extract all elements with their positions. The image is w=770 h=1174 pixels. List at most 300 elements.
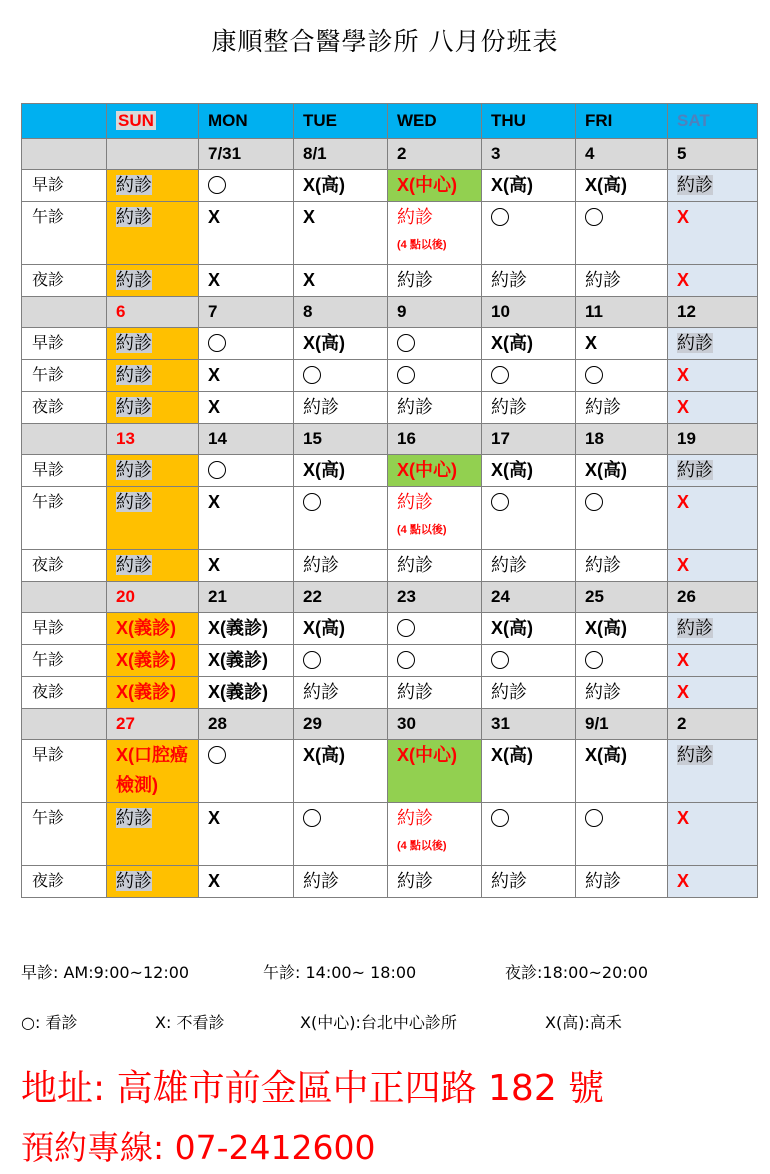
cell-value: 約診 bbox=[585, 555, 621, 575]
cell-value: X(高) bbox=[303, 618, 345, 638]
date-cell: 14 bbox=[199, 424, 294, 455]
circle-icon bbox=[303, 493, 321, 511]
date-cell: 21 bbox=[199, 582, 294, 613]
schedule-cell bbox=[576, 455, 668, 487]
schedule-cell bbox=[576, 677, 668, 709]
date-cell: 28 bbox=[199, 709, 294, 740]
schedule-cell bbox=[107, 550, 199, 582]
date-cell: 23 bbox=[388, 582, 482, 613]
schedule-cell bbox=[294, 803, 388, 866]
cell-value: X bbox=[585, 333, 598, 353]
circle-icon bbox=[397, 619, 415, 637]
slot-label: 午診 bbox=[22, 360, 107, 392]
schedule-cell bbox=[668, 455, 758, 487]
hours-afternoon: 午診: 14:00~ 18:00 bbox=[263, 963, 417, 982]
circle-icon bbox=[585, 651, 603, 669]
cell-value: 約診 bbox=[303, 682, 339, 702]
date-cell: 8 bbox=[294, 297, 388, 328]
schedule-cell bbox=[576, 613, 668, 645]
schedule-cell bbox=[199, 392, 294, 424]
schedule-cell bbox=[107, 265, 199, 297]
schedule-cell bbox=[482, 613, 576, 645]
schedule-cell bbox=[388, 550, 482, 582]
schedule-cell bbox=[576, 645, 668, 677]
cell-value: X(義診) bbox=[116, 682, 176, 702]
schedule-cell bbox=[199, 613, 294, 645]
cell-value: 約診 bbox=[116, 808, 152, 828]
schedule-cell bbox=[199, 550, 294, 582]
cell-value: X(高) bbox=[303, 460, 345, 480]
cell-value: 約診 bbox=[303, 397, 339, 417]
cell-value: X bbox=[303, 270, 316, 290]
date-cell: 19 bbox=[668, 424, 758, 455]
schedule-cell bbox=[199, 202, 294, 265]
circle-icon bbox=[491, 493, 509, 511]
date-cell: 9 bbox=[388, 297, 482, 328]
slot-label: 午診 bbox=[22, 202, 107, 265]
schedule-cell bbox=[668, 740, 758, 803]
schedule-cell bbox=[199, 455, 294, 487]
schedule-cell bbox=[107, 170, 199, 202]
cell-value: 約診 bbox=[677, 745, 713, 765]
slot-row-morning bbox=[22, 455, 758, 487]
circle-icon bbox=[491, 809, 509, 827]
schedule-cell bbox=[482, 328, 576, 360]
date-cell bbox=[22, 424, 107, 455]
slot-row-evening bbox=[22, 265, 758, 297]
schedule-cell bbox=[482, 170, 576, 202]
cell-value: 約診 bbox=[585, 397, 621, 417]
slot-label: 夜診 bbox=[22, 866, 107, 898]
schedule-cell bbox=[576, 550, 668, 582]
cell-value: 約診 bbox=[491, 270, 527, 290]
day-header-row bbox=[22, 104, 758, 139]
schedule-cell bbox=[388, 645, 482, 677]
schedule-cell bbox=[199, 328, 294, 360]
schedule-cell bbox=[482, 360, 576, 392]
cell-value: 約診 bbox=[116, 207, 152, 227]
schedule-cell bbox=[668, 170, 758, 202]
slot-label: 午診 bbox=[22, 487, 107, 550]
cell-value: 約診 bbox=[397, 555, 433, 575]
schedule-cell bbox=[482, 866, 576, 898]
date-cell bbox=[22, 139, 107, 170]
circle-icon bbox=[208, 176, 226, 194]
slot-row-morning bbox=[22, 170, 758, 202]
slot-label: 夜診 bbox=[22, 550, 107, 582]
circle-icon bbox=[303, 366, 321, 384]
date-cell: 5 bbox=[668, 139, 758, 170]
legend-x-gao: X(高):高禾 bbox=[545, 1013, 622, 1032]
date-cell: 2 bbox=[388, 139, 482, 170]
schedule-cell bbox=[388, 677, 482, 709]
cell-value: 約診 bbox=[116, 460, 152, 480]
schedule-cell bbox=[199, 360, 294, 392]
date-cell: 6 bbox=[107, 297, 199, 328]
cell-value: X bbox=[677, 492, 690, 512]
cell-value: 約診 bbox=[116, 555, 152, 575]
header-sat: SAT bbox=[668, 104, 758, 139]
schedule-cell bbox=[107, 487, 199, 550]
schedule-cell bbox=[668, 803, 758, 866]
slot-row-evening bbox=[22, 392, 758, 424]
schedule-cell bbox=[388, 360, 482, 392]
circle-icon bbox=[585, 208, 603, 226]
cell-value: X(義診) bbox=[208, 618, 268, 638]
cell-value: 約診 bbox=[116, 397, 152, 417]
cell-value: 約診 bbox=[116, 333, 152, 353]
cell-value: 約診 bbox=[397, 270, 433, 290]
schedule-cell bbox=[576, 328, 668, 360]
schedule-table bbox=[21, 103, 758, 898]
cell-value: 約診 bbox=[397, 207, 433, 227]
schedule-cell bbox=[294, 740, 388, 803]
schedule-cell bbox=[294, 645, 388, 677]
cell-value: 約診 bbox=[491, 682, 527, 702]
date-cell: 7 bbox=[199, 297, 294, 328]
schedule-cell bbox=[294, 487, 388, 550]
header-corner bbox=[22, 104, 107, 139]
date-cell: 11 bbox=[576, 297, 668, 328]
cell-value: X bbox=[208, 492, 221, 512]
schedule-cell bbox=[576, 487, 668, 550]
legend-x-center: X(中心):台北中心診所 bbox=[300, 1013, 457, 1032]
circle-icon bbox=[585, 809, 603, 827]
cell-value: X(高) bbox=[491, 460, 533, 480]
slot-label: 夜診 bbox=[22, 392, 107, 424]
schedule-cell bbox=[668, 328, 758, 360]
schedule-cell bbox=[576, 803, 668, 866]
cell-value: X bbox=[677, 207, 690, 227]
schedule-cell bbox=[107, 866, 199, 898]
circle-icon bbox=[585, 366, 603, 384]
date-row bbox=[22, 582, 758, 613]
cell-value: 約診 bbox=[677, 333, 713, 353]
date-cell: 12 bbox=[668, 297, 758, 328]
circle-icon bbox=[397, 651, 415, 669]
schedule-cell bbox=[482, 645, 576, 677]
cell-value: X(口腔癌檢測) bbox=[116, 745, 188, 795]
schedule-cell bbox=[576, 866, 668, 898]
schedule-cell bbox=[107, 202, 199, 265]
phone: 預約專線: 07-2412600 bbox=[21, 1128, 376, 1167]
schedule-cell bbox=[668, 392, 758, 424]
slot-label: 午診 bbox=[22, 803, 107, 866]
cell-value: X(高) bbox=[585, 175, 627, 195]
date-cell: 24 bbox=[482, 582, 576, 613]
legend-circle: ○: 看診 bbox=[21, 1013, 78, 1032]
schedule-cell bbox=[294, 866, 388, 898]
schedule-cell bbox=[294, 455, 388, 487]
schedule-cell bbox=[576, 170, 668, 202]
schedule-cell bbox=[107, 360, 199, 392]
circle-icon bbox=[397, 366, 415, 384]
weeks-body bbox=[22, 139, 758, 898]
cell-value: X(高) bbox=[585, 460, 627, 480]
date-cell bbox=[22, 297, 107, 328]
schedule-cell bbox=[668, 866, 758, 898]
date-cell: 10 bbox=[482, 297, 576, 328]
schedule-cell bbox=[668, 677, 758, 709]
date-cell: 31 bbox=[482, 709, 576, 740]
cell-value: X(義診) bbox=[116, 650, 176, 670]
schedule-cell bbox=[294, 265, 388, 297]
slot-row-afternoon bbox=[22, 487, 758, 550]
schedule-cell bbox=[482, 803, 576, 866]
schedule-cell bbox=[294, 392, 388, 424]
cell-value: X(高) bbox=[303, 175, 345, 195]
date-cell: 3 bbox=[482, 139, 576, 170]
cell-value: 約診 bbox=[116, 365, 152, 385]
cell-value: 約診 bbox=[397, 871, 433, 891]
schedule-cell bbox=[107, 677, 199, 709]
circle-icon bbox=[397, 334, 415, 352]
schedule-cell bbox=[576, 360, 668, 392]
cell-value: X(中心) bbox=[397, 460, 457, 480]
schedule-cell bbox=[388, 487, 482, 550]
time-note: (4 點以後) bbox=[397, 840, 447, 852]
schedule-cell bbox=[576, 202, 668, 265]
cell-value: 約診 bbox=[491, 397, 527, 417]
date-row bbox=[22, 709, 758, 740]
schedule-cell bbox=[388, 866, 482, 898]
cell-value: X bbox=[677, 365, 690, 385]
schedule-cell bbox=[668, 487, 758, 550]
cell-value: X(高) bbox=[491, 618, 533, 638]
cell-value: X bbox=[208, 207, 221, 227]
date-cell: 22 bbox=[294, 582, 388, 613]
cell-value: 約診 bbox=[585, 871, 621, 891]
schedule-cell bbox=[576, 392, 668, 424]
cell-value: X bbox=[677, 650, 690, 670]
date-cell: 18 bbox=[576, 424, 668, 455]
cell-value: X(高) bbox=[491, 745, 533, 765]
schedule-cell bbox=[388, 265, 482, 297]
schedule-cell bbox=[482, 550, 576, 582]
cell-value: X bbox=[208, 871, 221, 891]
slot-label: 早診 bbox=[22, 740, 107, 803]
cell-value: 約診 bbox=[116, 871, 152, 891]
cell-value: 約診 bbox=[116, 492, 152, 512]
slot-row-afternoon bbox=[22, 360, 758, 392]
circle-icon bbox=[585, 493, 603, 511]
date-cell bbox=[22, 709, 107, 740]
slot-label: 早診 bbox=[22, 328, 107, 360]
cell-value: X bbox=[208, 555, 221, 575]
schedule-cell bbox=[199, 645, 294, 677]
date-cell: 7/31 bbox=[199, 139, 294, 170]
cell-value: X(中心) bbox=[397, 175, 457, 195]
legend-x: X: 不看診 bbox=[155, 1013, 225, 1032]
schedule-cell bbox=[199, 265, 294, 297]
schedule-cell bbox=[668, 265, 758, 297]
schedule-cell bbox=[388, 328, 482, 360]
time-note: (4 點以後) bbox=[397, 524, 447, 536]
date-cell: 30 bbox=[388, 709, 482, 740]
schedule-cell bbox=[107, 328, 199, 360]
schedule-cell bbox=[107, 392, 199, 424]
slot-row-afternoon bbox=[22, 202, 758, 265]
header-fri: FRI bbox=[576, 104, 668, 139]
schedule-cell bbox=[482, 265, 576, 297]
schedule-cell bbox=[388, 392, 482, 424]
cell-value: X(義診) bbox=[208, 650, 268, 670]
cell-value: X bbox=[677, 555, 690, 575]
schedule-cell bbox=[482, 455, 576, 487]
cell-value: X(高) bbox=[585, 618, 627, 638]
slot-row-evening bbox=[22, 677, 758, 709]
header-wed: WED bbox=[388, 104, 482, 139]
schedule-cell bbox=[388, 455, 482, 487]
cell-value: X bbox=[677, 270, 690, 290]
schedule-cell bbox=[199, 677, 294, 709]
circle-icon bbox=[208, 746, 226, 764]
cell-value: X(中心) bbox=[397, 745, 457, 765]
schedule-cell bbox=[107, 455, 199, 487]
date-cell bbox=[107, 139, 199, 170]
schedule-cell bbox=[388, 202, 482, 265]
header-sun: SUN bbox=[107, 104, 199, 139]
circle-icon bbox=[491, 208, 509, 226]
cell-value: X(高) bbox=[585, 745, 627, 765]
circle-icon bbox=[208, 461, 226, 479]
date-cell: 9/1 bbox=[576, 709, 668, 740]
cell-value: 約診 bbox=[397, 808, 433, 828]
slot-row-morning bbox=[22, 613, 758, 645]
date-cell: 13 bbox=[107, 424, 199, 455]
circle-icon bbox=[303, 809, 321, 827]
slot-label: 夜診 bbox=[22, 265, 107, 297]
date-cell bbox=[22, 582, 107, 613]
cell-value: 約診 bbox=[397, 682, 433, 702]
time-note: (4 點以後) bbox=[397, 239, 447, 251]
cell-value: X bbox=[677, 808, 690, 828]
slot-row-afternoon bbox=[22, 645, 758, 677]
slot-label: 早診 bbox=[22, 455, 107, 487]
cell-value: 約診 bbox=[585, 270, 621, 290]
schedule-cell bbox=[388, 170, 482, 202]
cell-value: X(義診) bbox=[208, 682, 268, 702]
cell-value: X bbox=[677, 871, 690, 891]
slot-row-morning bbox=[22, 328, 758, 360]
slot-row-evening bbox=[22, 550, 758, 582]
schedule-cell bbox=[668, 645, 758, 677]
schedule-cell bbox=[388, 740, 482, 803]
cell-value: X bbox=[677, 397, 690, 417]
date-cell: 4 bbox=[576, 139, 668, 170]
date-row bbox=[22, 297, 758, 328]
schedule-cell bbox=[294, 328, 388, 360]
cell-value: X bbox=[208, 365, 221, 385]
schedule-cell bbox=[294, 677, 388, 709]
schedule-cell bbox=[668, 360, 758, 392]
schedule-cell bbox=[199, 866, 294, 898]
cell-value: 約診 bbox=[397, 397, 433, 417]
cell-value: X(高) bbox=[491, 175, 533, 195]
schedule-cell bbox=[199, 803, 294, 866]
cell-value: 約診 bbox=[116, 270, 152, 290]
circle-icon bbox=[303, 651, 321, 669]
circle-icon bbox=[491, 651, 509, 669]
schedule-cell bbox=[294, 550, 388, 582]
cell-value: 約診 bbox=[303, 555, 339, 575]
slot-label: 早診 bbox=[22, 613, 107, 645]
schedule-cell bbox=[388, 803, 482, 866]
cell-value: 約診 bbox=[491, 555, 527, 575]
page-title: 康順整合醫學診所 八月份班表 bbox=[211, 27, 559, 56]
header-thu: THU bbox=[482, 104, 576, 139]
date-row bbox=[22, 424, 758, 455]
cell-value: X(義診) bbox=[116, 618, 176, 638]
hours-morning: 早診: AM:9:00~12:00 bbox=[21, 963, 190, 982]
schedule-cell bbox=[294, 202, 388, 265]
header-tue: TUE bbox=[294, 104, 388, 139]
cell-value: 約診 bbox=[116, 175, 152, 195]
schedule-cell bbox=[482, 677, 576, 709]
cell-value: X bbox=[208, 808, 221, 828]
schedule-cell bbox=[482, 487, 576, 550]
cell-value: X bbox=[208, 270, 221, 290]
cell-value: 約診 bbox=[585, 682, 621, 702]
slot-label: 早診 bbox=[22, 170, 107, 202]
date-cell: 26 bbox=[668, 582, 758, 613]
date-cell: 25 bbox=[576, 582, 668, 613]
schedule-cell bbox=[199, 170, 294, 202]
schedule-cell bbox=[482, 202, 576, 265]
date-cell: 29 bbox=[294, 709, 388, 740]
schedule-cell bbox=[668, 202, 758, 265]
schedule-cell bbox=[199, 740, 294, 803]
date-cell: 27 bbox=[107, 709, 199, 740]
cell-value: X bbox=[303, 207, 316, 227]
cell-value: X bbox=[677, 682, 690, 702]
slot-label: 夜診 bbox=[22, 677, 107, 709]
cell-value: 約診 bbox=[677, 175, 713, 195]
schedule-cell bbox=[107, 645, 199, 677]
cell-value: 約診 bbox=[397, 492, 433, 512]
hours-evening: 夜診:18:00~20:00 bbox=[505, 963, 649, 982]
schedule-cell bbox=[576, 265, 668, 297]
cell-value: X bbox=[208, 397, 221, 417]
schedule-cell bbox=[107, 740, 199, 803]
schedule-cell bbox=[482, 392, 576, 424]
cell-value: X(高) bbox=[303, 333, 345, 353]
schedule-cell bbox=[199, 487, 294, 550]
cell-value: 約診 bbox=[677, 460, 713, 480]
date-cell: 16 bbox=[388, 424, 482, 455]
slot-row-evening bbox=[22, 866, 758, 898]
header-mon: MON bbox=[199, 104, 294, 139]
schedule-cell bbox=[388, 613, 482, 645]
date-cell: 2 bbox=[668, 709, 758, 740]
cell-value: X(高) bbox=[303, 745, 345, 765]
schedule-cell bbox=[294, 170, 388, 202]
circle-icon bbox=[208, 334, 226, 352]
circle-icon bbox=[491, 366, 509, 384]
schedule-cell bbox=[107, 613, 199, 645]
date-cell: 15 bbox=[294, 424, 388, 455]
date-row bbox=[22, 139, 758, 170]
date-cell: 8/1 bbox=[294, 139, 388, 170]
date-cell: 20 bbox=[107, 582, 199, 613]
cell-value: X(高) bbox=[491, 333, 533, 353]
slot-label: 午診 bbox=[22, 645, 107, 677]
schedule-cell bbox=[668, 550, 758, 582]
slot-row-morning bbox=[22, 740, 758, 803]
cell-value: 約診 bbox=[303, 871, 339, 891]
schedule-cell bbox=[668, 613, 758, 645]
schedule-cell bbox=[576, 740, 668, 803]
